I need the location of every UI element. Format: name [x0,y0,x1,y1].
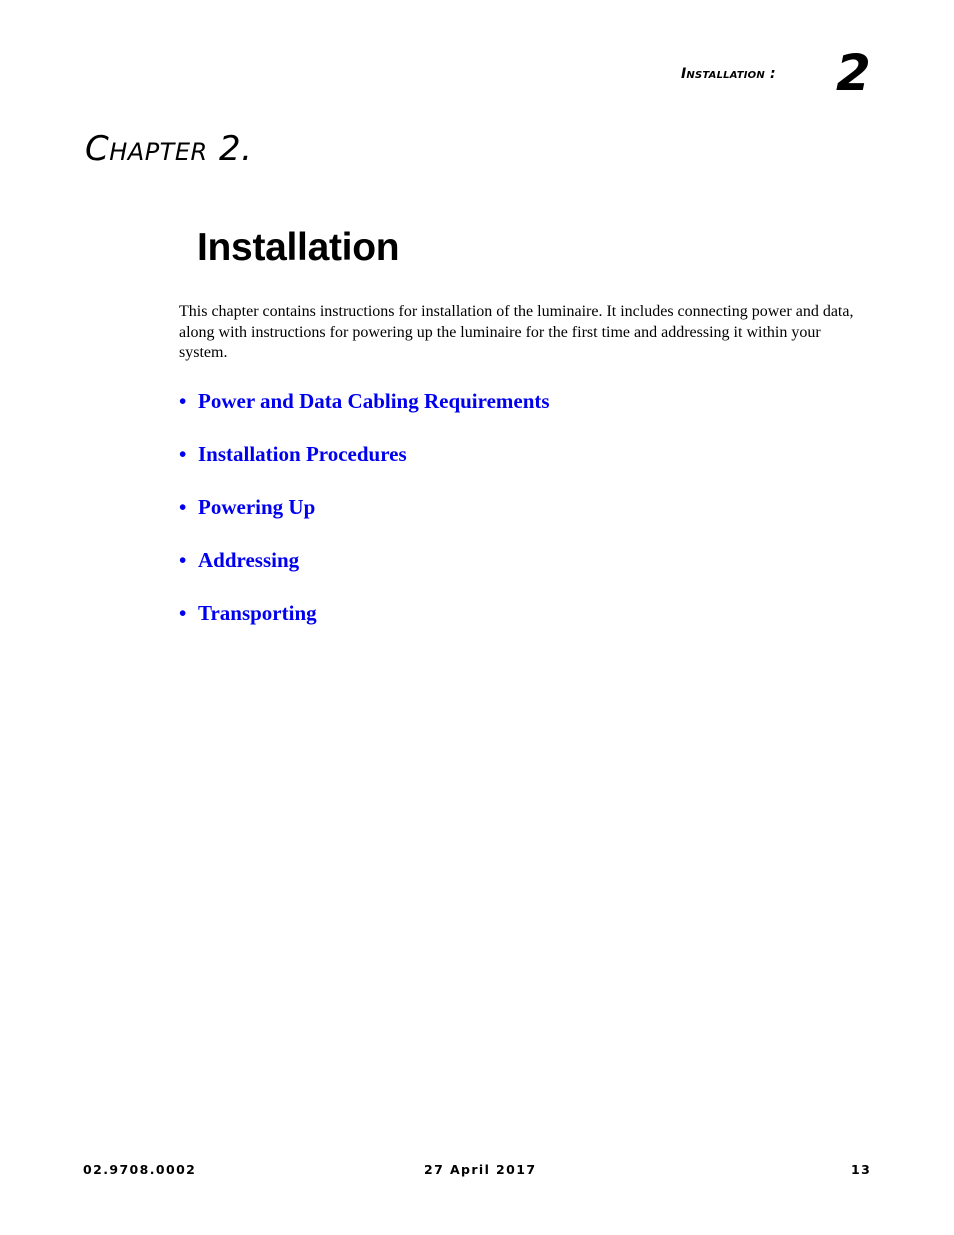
footer-document-number: 02.9708.0002 [83,1162,197,1177]
chapter-label: Chapter 2. [85,129,253,169]
topic-item [179,548,550,601]
footer-page-number: 13 [851,1162,872,1177]
topic-item [179,442,550,495]
running-header-chapter-number: 2 [836,44,871,102]
topic-list [179,389,550,654]
topic-link-installation-procedures[interactable]: Installation Procedures [198,442,407,466]
bullet-icon: • [179,389,187,413]
page-title: Installation [197,226,400,269]
running-header-section: Installation : [681,66,776,82]
topic-item [179,601,550,654]
footer-date: 27 April 2017 [424,1162,537,1177]
topic-link-addressing[interactable]: Addressing [198,548,300,572]
bullet-icon: • [179,495,187,519]
bullet-icon: • [179,442,187,466]
chapter-intro: This chapter contains instructions for installation of the luminaire. It includes connecting power and data, along with instructions for powering up the luminaire for the first time and addressing it within your system. [179,303,854,361]
topic-item [179,389,550,442]
bullet-icon: • [179,601,187,625]
topic-link-transporting[interactable]: Transporting [198,601,317,625]
topic-item [179,495,550,548]
topic-link-power-data-cabling[interactable]: Power and Data Cabling Requirements [198,389,550,413]
topic-link-powering-up[interactable]: Powering Up [198,495,316,519]
bullet-icon: • [179,548,187,572]
